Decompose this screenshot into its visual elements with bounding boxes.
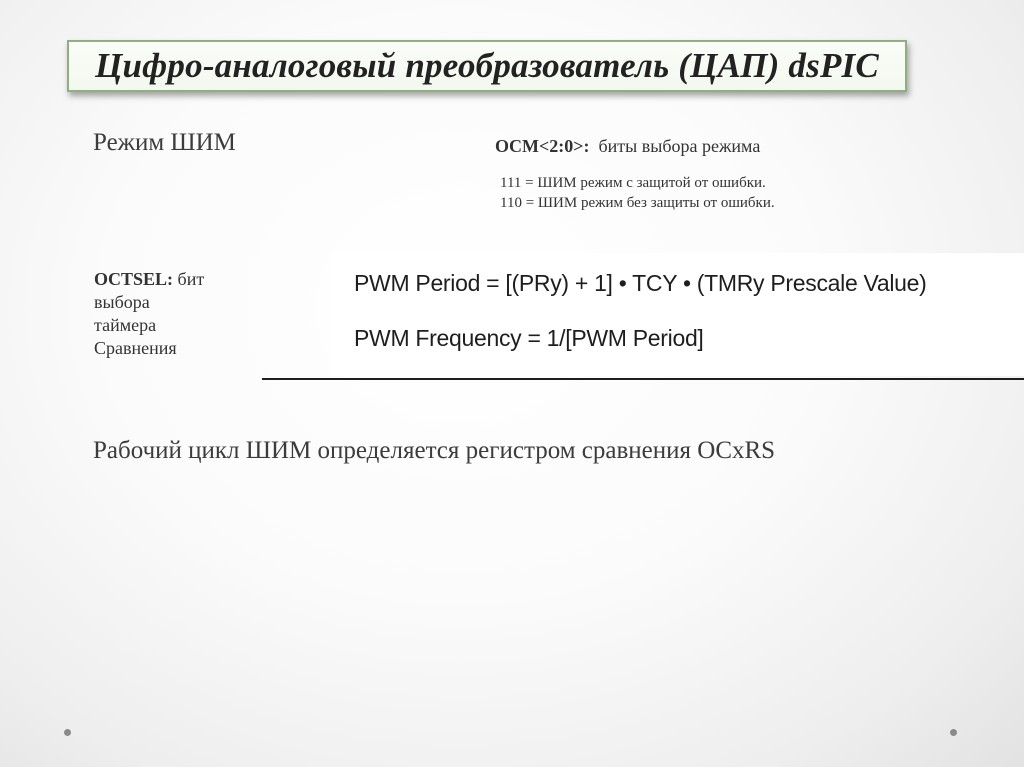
formula-divider: [262, 378, 1024, 380]
ocm-values-list: [500, 173, 775, 213]
ocm-value-110: 110 = ШИМ режим без защиты от ошибки.: [500, 195, 775, 211]
pwm-frequency-formula: PWM Frequency = 1/[PWM Period]: [354, 325, 704, 351]
octsel-register: OCTSEL:: [94, 269, 174, 289]
octsel-description: [94, 268, 204, 360]
octsel-line-2: выбора: [94, 292, 150, 312]
duty-cycle-text: Рабочий цикл ШИМ определяется регистром сравнения OCxRS: [93, 437, 776, 464]
octsel-line-1: бит: [177, 269, 205, 289]
right-dot-decoration: [950, 729, 957, 736]
ocm-description: [495, 136, 760, 157]
pwm-mode-label: Режим ШИМ: [93, 129, 236, 156]
ocm-value-111: 111 = ШИМ режим с защитой от ошибки.: [500, 175, 766, 191]
formula-panel: [329, 253, 1024, 376]
slide-title: Цифро-аналоговый преобразователь (ЦАП) dsPIC: [95, 46, 879, 85]
ocm-description-text: биты выбора режима: [598, 136, 761, 156]
slide-title-box: [67, 40, 907, 92]
left-dot-decoration: [64, 729, 71, 736]
ocm-register: OCM<2:0>:: [495, 136, 590, 156]
octsel-line-3: таймера: [94, 315, 157, 335]
pwm-period-formula: PWM Period = [(PRy) + 1] • TCY • (TMRy Prescale Value): [354, 270, 927, 296]
octsel-line-4: Сравнения: [94, 338, 177, 358]
